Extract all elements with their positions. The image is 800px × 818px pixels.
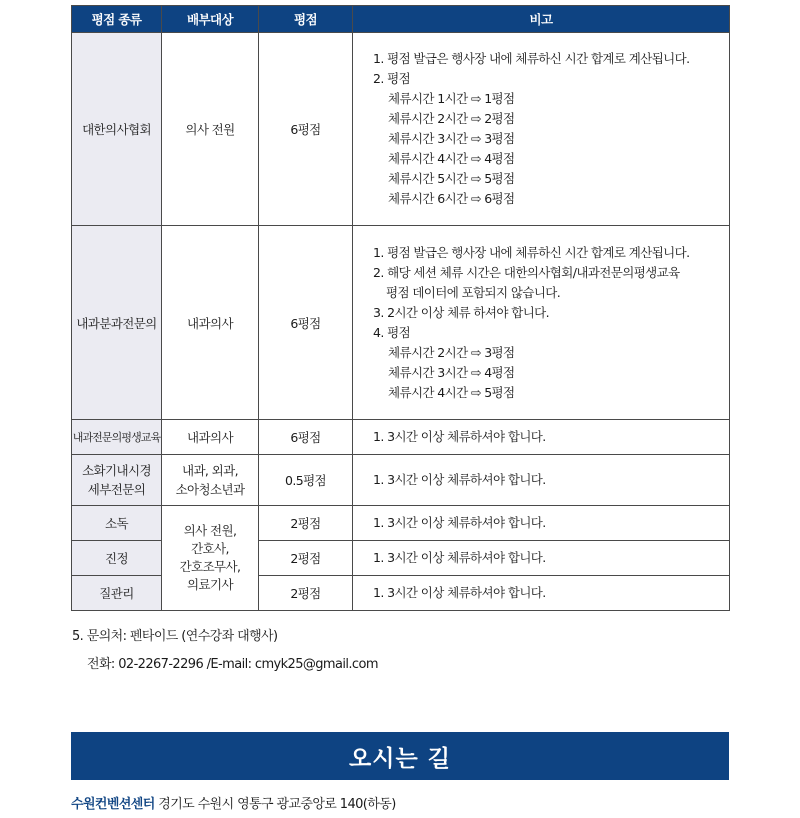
header-target: 배부대상 (162, 6, 259, 33)
note-line: 체류시간 6시간 ⇨ 6평점 (388, 191, 515, 206)
note-line: 2. 평점 (373, 71, 411, 86)
score-type-line: 소화기내시경 (82, 463, 151, 478)
target-cell: 내과의사 (162, 226, 259, 420)
table-row (72, 420, 730, 455)
score-cell: 6평점 (259, 226, 353, 420)
note-line: 체류시간 5시간 ⇨ 5평점 (388, 171, 515, 186)
score-cell: 2평점 (259, 506, 353, 541)
score-type-cell: 소독 (72, 506, 162, 541)
note-cell (353, 226, 730, 420)
note-line: 체류시간 3시간 ⇨ 4평점 (388, 364, 515, 380)
note-line: 체류시간 1시간 ⇨ 1평점 (388, 91, 515, 106)
target-cell (162, 455, 259, 506)
note-line: 1. 평점 발급은 행사장 내에 체류하신 시간 합계로 계산됩니다. (373, 51, 690, 66)
table-row (72, 226, 730, 420)
score-cell: 6평점 (259, 420, 353, 455)
table-row (72, 33, 730, 226)
target-cell (162, 506, 259, 611)
target-cell: 내과의사 (162, 420, 259, 455)
note-cell: 1. 3시간 이상 체류하셔야 합니다. (353, 420, 730, 455)
score-type-cell: 질관리 (72, 576, 162, 611)
directions-title: 오시는 길 (349, 745, 451, 772)
contact-info (72, 623, 378, 679)
score-cell: 6평점 (259, 33, 353, 226)
score-type-cell: 내과분과전문의 (72, 226, 162, 420)
note-line: 3. 2시간 이상 체류 하셔야 합니다. (373, 304, 550, 320)
note-line: 체류시간 4시간 ⇨ 4평점 (388, 151, 515, 166)
table-header-row (72, 6, 730, 33)
note-cell: 1. 3시간 이상 체류하셔야 합니다. (353, 541, 730, 576)
note-line: 체류시간 4시간 ⇨ 5평점 (388, 384, 515, 400)
target-line: 의료기사 (187, 577, 233, 592)
note-line: 체류시간 2시간 ⇨ 3평점 (388, 344, 515, 360)
note-line: 2. 해당 세션 체류 시간은 대한의사협회/내과전문의평생교육 (373, 264, 680, 280)
score-type-line: 세부전문의 (87, 482, 146, 497)
note-cell: 1. 3시간 이상 체류하셔야 합니다. (353, 576, 730, 611)
score-cell: 0.5평점 (259, 455, 353, 506)
note-line: 평점 데이터에 포함되지 않습니다. (386, 284, 561, 300)
header-note: 비고 (353, 6, 730, 33)
contact-heading: 5. 문의처: 펜타이드 (연수강좌 대행사) (72, 629, 278, 644)
contact-details: 전화: 02-2267-2296 /E-mail: cmyk25@gmail.com (87, 657, 378, 672)
score-type-cell: 대한의사협회 (72, 33, 162, 226)
credits-table (71, 5, 730, 611)
target-line: 의사 전원, (183, 523, 237, 538)
score-cell: 2평점 (259, 576, 353, 611)
target-line: 간호사, (191, 541, 229, 556)
note-line: 1. 평점 발급은 행사장 내에 체류하신 시간 합계로 계산됩니다. (373, 244, 690, 260)
directions-banner (71, 732, 729, 780)
note-line: 체류시간 3시간 ⇨ 3평점 (388, 131, 515, 146)
score-type-cell (72, 455, 162, 506)
note-line: 체류시간 2시간 ⇨ 2평점 (388, 111, 515, 126)
score-cell: 2평점 (259, 541, 353, 576)
header-score: 평점 (259, 6, 353, 33)
target-line: 간호조무사, (179, 559, 241, 574)
note-line: 4. 평점 (373, 324, 411, 340)
target-line: 소아청소년과 (175, 482, 245, 497)
venue-address (71, 793, 396, 812)
header-score-type: 평점 종류 (72, 6, 162, 33)
score-type-cell: 내과전문의평생교육 (72, 420, 162, 455)
note-cell: 1. 3시간 이상 체류하셔야 합니다. (353, 455, 730, 506)
table-row (72, 455, 730, 506)
note-cell (353, 33, 730, 226)
note-cell: 1. 3시간 이상 체류하셔야 합니다. (353, 506, 730, 541)
address-text: 경기도 수원시 영통구 광교중앙로 140(하동) (154, 797, 396, 812)
score-type-cell: 진정 (72, 541, 162, 576)
table-row (72, 506, 730, 541)
target-line: 내과, 외과, (181, 463, 239, 478)
venue-name: 수원컨벤션센터 (71, 797, 155, 812)
target-cell: 의사 전원 (162, 33, 259, 226)
